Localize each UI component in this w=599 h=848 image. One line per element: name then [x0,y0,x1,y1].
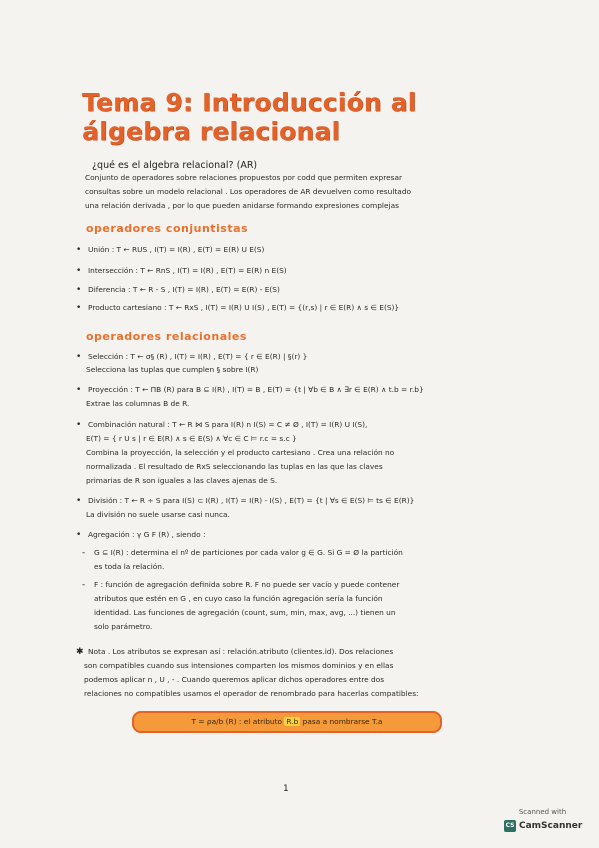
agregacion-g-line-2: es toda la relación. [94,562,165,571]
division-desc: La división no suele usarse casi nunca. [86,510,230,519]
intro-line-2: consultas sobre un modelo relacional . Los operadores de AR devuelven como resultado [85,187,412,196]
bullet-icon: • [76,285,82,295]
agregacion-f-line-3: identidad. Las funciones de agregación (count, sum, min, max, avg, ...) tienen un [94,608,396,617]
combinacion-line-4: normalizada . El resultado de RxS seleccionando las tuplas en las que las claves [86,462,383,471]
camscanner-label: CamScanner [519,821,583,831]
combinacion-line-2: E(T) = { r U s | r ∈ E(R) ∧ s ∈ E(S) ∧ ∀c ∈ C ⊨ r.c = s.c } [86,434,297,443]
bullet-icon: • [76,303,82,313]
question-heading: ¿qué es el algebra relacional? (AR) [92,160,258,171]
list-item-combinacion: • Combinación natural : T ← R ⋈ S para I(R) n I(S) = C ≠ Ø , I(T) = I(R) U I(S), [76,420,368,430]
bullet-icon: • [76,530,82,540]
bullet-icon: • [76,245,82,255]
bullet-icon: • [76,385,82,395]
dash-icon: - [82,548,86,558]
list-item-diferencia: • Diferencia : T ← R - S , I(T) = I(R) , E(T) = E(R) - E(S) [76,285,280,295]
agregacion-f-line-4: solo parámetro. [94,622,153,631]
intro-line-3: una relación derivada , por lo que pueden anidarse formando expresiones complejas [85,201,399,210]
renombrado-part-3: pasa a nombrarse T.a [302,717,383,726]
renombrado-formula-box [132,711,442,733]
nota-line-2: son compatibles cuando sus intensiones comparten los mismos dominios y en ellas [84,661,394,670]
camscanner-logo-icon: CS [504,820,516,832]
nota-line-4: relaciones no compatibles usamos el operador de renombrado para hacerlas compatibles: [84,689,419,698]
list-item-division: • División : T ← R ÷ S para I(S) ⊂ I(R) , I(T) = I(R) - I(S) , E(T) = {t | ∀s ∈ E(S) ⊨ ts ∈ E(R)} [76,496,415,506]
proyeccion-desc: Extrae las columnas B de R. [86,399,190,408]
agregacion-f-line-2: atributos que estén en G , en cuyo caso la función agregación sería la función [94,594,383,603]
nota-line-3: podemos aplicar n , U , - . Cuando queremos aplicar dichos operadores entre dos [84,675,385,684]
combinacion-line-5: primarias de R son iguales a las claves ajenas de S. [86,476,278,485]
dash-icon: - [82,580,86,590]
renombrado-part-1: T = ρa/b (R) : el atributo [191,717,283,726]
page-title: Tema 9: Introducción al álgebra relacional [82,88,417,146]
seleccion-desc: Selecciona las tuplas que cumplen § sobre I(R) [86,365,259,374]
renombrado-highlight: R.b [286,717,299,726]
list-item-seleccion: • Selección : T ← σ§ (R) , I(T) = I(R) , E(T) = { r ∈ E(R) | §(r) } [76,352,308,362]
bullet-icon: • [76,266,82,276]
section-heading-relacionales: operadores relacionales [86,330,247,343]
camscanner-watermark [504,820,582,832]
list-item-union: • Unión : T ← RUS , I(T) = I(R) , E(T) = E(R) U E(S) [76,245,265,255]
nota-line-1: ✱ Nota . Los atributos se expresan así : relación.atributo (clientes.id). Dos relaciones [76,647,394,657]
list-item-proyeccion: • Proyección : T ← ΠB (R) para B ⊆ I(R) , I(T) = B , E(T) = {t | ∀b ∈ B ∧ ∃r ∈ E(R) ∧ t.b = r.b} [76,385,424,395]
bullet-icon: • [76,496,82,506]
list-item-agregacion: • Agregación : γ G F (R) , siendo : [76,530,206,540]
section-heading-conjuntistas: operadores conjuntistas [86,222,249,235]
star-bullet-icon: ✱ [76,647,84,657]
bullet-icon: • [76,352,82,362]
agregacion-g-line-1: - G ⊆ I(R) : determina el nº de particiones por cada valor g ∈ G. Si G = Ø la partición [82,548,403,558]
list-item-interseccion: • Intersección : T ← RnS , I(T) = I(R) , E(T) = E(R) n E(S) [76,266,287,276]
intro-line-1: Conjunto de operadores sobre relaciones propuestos por codd que permiten expresar [85,173,403,182]
page-number: 1 [283,784,289,794]
combinacion-line-3: Combina la proyección, la selección y el producto cartesiano . Crea una relación no [86,448,395,457]
bullet-icon: • [76,420,82,430]
scanned-with-label: Scanned with [518,808,567,816]
agregacion-f-line-1: - F : función de agregación definida sobre R. F no puede ser vacío y puede contener [82,580,400,590]
list-item-producto: • Producto cartesiano : T ← RxS , I(T) = I(R) U I(S) , E(T) = {(r,s) | r ∈ E(R) ∧ s ∈ E(S)} [76,303,400,313]
